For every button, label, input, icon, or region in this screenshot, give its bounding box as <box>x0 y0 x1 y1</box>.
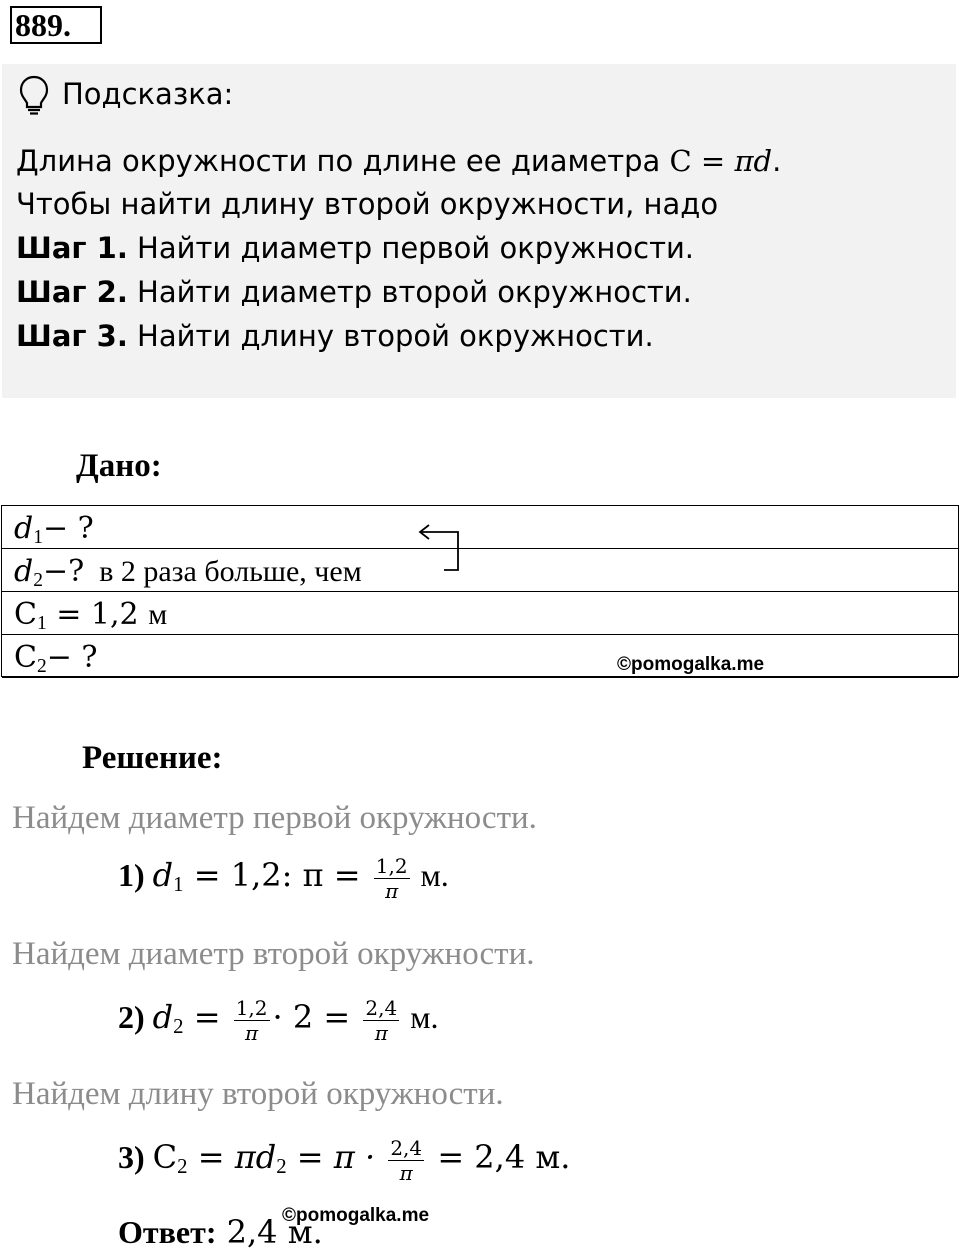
hint-line-intro: Чтобы найти длину второй окружности, надо <box>16 187 719 221</box>
watermark: ©pomogalka.me <box>617 654 765 675</box>
solution-step-1: 1) $d_1 = 1,2$: π = $\frac{1,2}{\pi}$ м. <box>118 854 449 903</box>
hint-step-1: Шаг 1. Найти диаметр первой окружности. <box>16 231 695 265</box>
solution-comment-3: Найдем длину второй окружности. <box>12 1076 504 1112</box>
given-table <box>1 505 959 677</box>
hint-panel <box>2 64 956 398</box>
solution-comment-1: Найдем диаметр первой окружности. <box>12 800 537 836</box>
fraction: $\frac{1,2}{\pi}$ <box>235 996 268 1045</box>
fraction: $\frac{2,4}{\pi}$ <box>365 996 398 1045</box>
given-row-c1: $C_1 = 1,2$ м <box>2 592 958 635</box>
given-row-c2: $C_2-$ ? <box>2 635 958 678</box>
problem-number: 889. <box>10 6 102 44</box>
solution-step-3: 3) $C_2 = \pi d_2 = \pi$ · $\frac{2,4}{\pi}$ = 2,4 м. <box>118 1136 571 1185</box>
hint-line-formula: Длина окружности по длине ее диаметра C = πd. <box>16 144 782 178</box>
solution-step-2: 2) $d_2$ = $\frac{1,2}{\pi}$ · 2 = $\frac{2,4}{\pi}$ м. <box>118 996 439 1045</box>
given-title: Дано: <box>76 448 162 484</box>
fraction: $\frac{2,4}{\pi}$ <box>390 1136 423 1185</box>
fraction: $\frac{1,2}{\pi}$ <box>375 854 408 903</box>
lightbulb-icon <box>18 74 50 116</box>
hint-step-2: Шаг 2. Найти диаметр второй окружности. <box>16 275 692 309</box>
solution-title: Решение: <box>82 740 223 776</box>
answer: Ответ: 2,4 м. <box>118 1213 323 1251</box>
watermark-bottom: ©pomogalka.me <box>282 1205 430 1226</box>
given-row-d2: $d_2-$? в 2 раза больше, чем <box>2 549 958 592</box>
hint-step-3: Шаг 3. Найти длину второй окружности. <box>16 319 654 353</box>
hint-title: Подсказка: <box>62 77 234 111</box>
solution-comment-2: Найдем диаметр второй окружности. <box>12 936 535 972</box>
relation-arrow-icon <box>412 518 468 578</box>
given-row-d1: $d_1-$ ? <box>2 506 958 549</box>
